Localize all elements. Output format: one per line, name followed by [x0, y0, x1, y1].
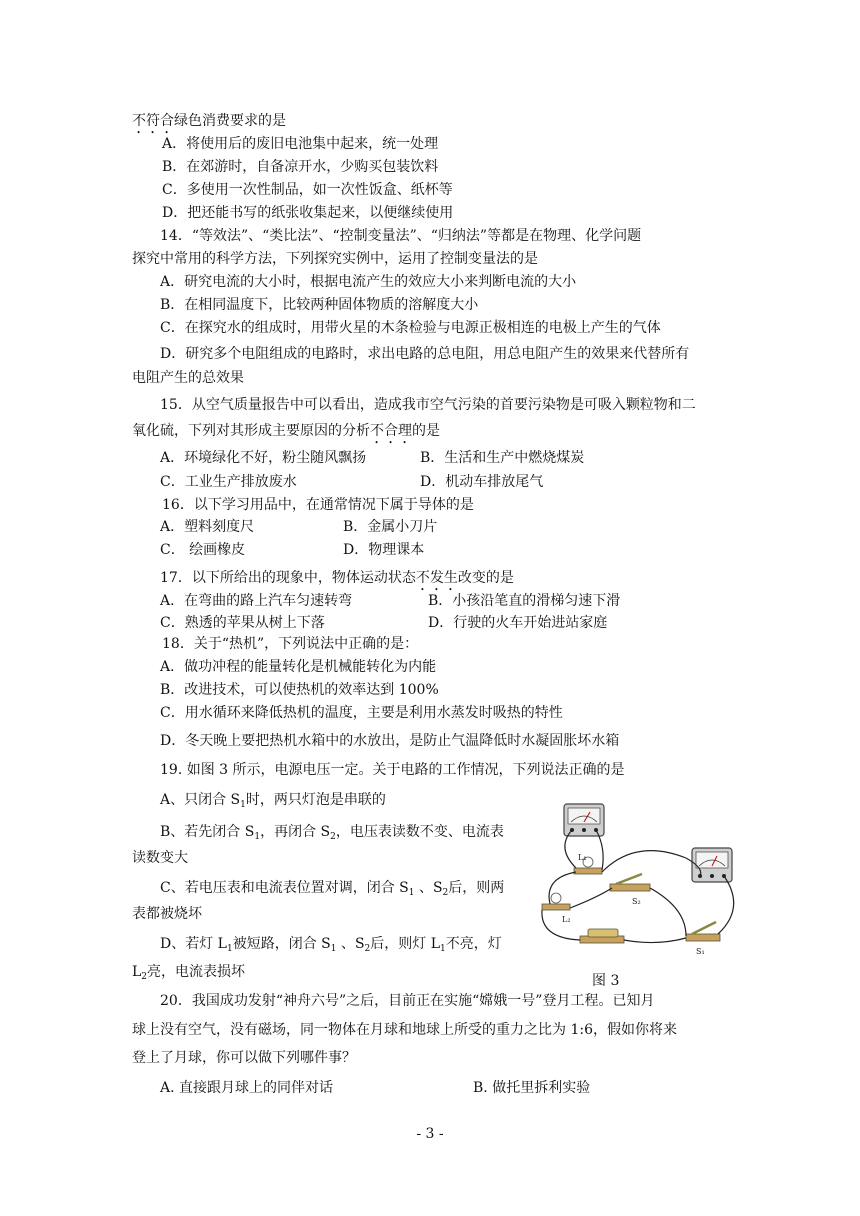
text-run: 、S	[414, 880, 443, 896]
text-run: 不亮，灯	[445, 936, 502, 952]
q14-option-b: B．在相同温度下，比较两种固体物质的溶解度大小	[160, 297, 479, 313]
page-number: - 3 -	[416, 1126, 444, 1142]
circuit-figure	[536, 798, 748, 966]
figure-caption: 图 3	[592, 973, 620, 989]
label-s1: S₁	[696, 947, 705, 956]
q19-option-d-cont	[132, 962, 245, 982]
q15-option-c: C．工业生产排放废水	[160, 474, 297, 490]
q19-stem: 19. 如图 3 所示，电源电压一定。关于电路的工作情况，下列说法正确的是	[160, 762, 625, 778]
text-run: A、只闭合 S	[160, 792, 241, 808]
q15-text-pre: 氧化硫，下列对其形成主要原因的分析	[132, 423, 370, 439]
q17-option-a: A．在弯曲的路上汽车匀速转弯	[160, 593, 353, 609]
subscript: 1	[408, 888, 415, 898]
text-run: 后，则灯 L	[370, 936, 441, 952]
q17-text-post: 改变的是	[457, 570, 514, 586]
q18-option-b: B．改进技术，可以使热机的效率达到 100%	[160, 682, 439, 698]
switch-s1-icon	[686, 922, 720, 941]
voltmeter-icon	[564, 804, 604, 836]
q18-stem: 18．关于“热机”，下列说法中正确的是：	[162, 636, 419, 652]
q14-option-d-cont: 电阻产生的总效果	[132, 370, 244, 386]
text-run: ，电压表读数不变、电流表	[335, 824, 504, 840]
label-l2: L₂	[562, 915, 571, 924]
q15-text-post: 的是	[412, 423, 440, 439]
q18-option-c: C．用水循环来降低热机的温度，主要是利用水蒸发时吸热的特性	[160, 705, 563, 721]
emphasis-text: 不合理	[370, 423, 412, 439]
text-run: 、S	[336, 936, 365, 952]
q15-option-d: D．机动车排放尾气	[420, 474, 544, 490]
q14-stem-line1: 14．“等效法”、“类比法”、“控制变量法”、“归纳法”等都是在物理、化学问题	[160, 228, 642, 244]
q13-option-a: A．将使用后的废旧电池集中起来，统一处理	[162, 136, 439, 152]
subscript: 1	[330, 944, 337, 954]
q17-option-c: C．熟透的苹果从树上下落	[160, 615, 325, 631]
subscript: 1	[240, 800, 246, 810]
q19-option-d	[160, 934, 502, 954]
q16-option-b: B．金属小刀片	[343, 519, 438, 535]
text-run: D、若灯 L	[160, 936, 227, 952]
q16-option-d: D．物理课本	[343, 542, 425, 558]
text-run: C、若电压表和电流表位置对调，闭合 S	[160, 880, 409, 896]
emphasis-text: 不符合	[132, 113, 174, 129]
text-run: L	[132, 964, 142, 980]
emphasis-text: 不发生	[415, 570, 458, 586]
q20-option-a: A. 直接跟月球上的同伴对话	[160, 1080, 334, 1096]
q14-stem-line2: 探究中常用的科学方法，下列探究实例中，运用了控制变量法的是	[132, 251, 538, 267]
subscript: 1	[440, 944, 446, 954]
q19-option-c	[160, 878, 504, 898]
q14-option-a: A．研究电流的大小时，根据电流产生的效应大小来判断电流的大小	[160, 274, 577, 290]
q16-option-a: A．塑料刻度尺	[160, 519, 255, 535]
text-run: 时，两只灯泡是串联的	[245, 792, 386, 808]
text-run: 被短路，闭合 S	[232, 936, 331, 952]
label-s2: S₂	[632, 897, 641, 906]
switch-s2-icon	[610, 874, 650, 891]
battery-icon	[580, 929, 624, 943]
q15-stem-line1: 15．从空气质量报告中可以看出，造成我市空气污染的首要污染物是可吸入颗粒物和二	[160, 397, 696, 413]
text-run: 亮，电流表损坏	[147, 964, 246, 980]
label-l1: L₁	[578, 853, 587, 862]
q18-option-d: D．冬天晚上要把热机水箱中的水放出，是防止气温降低时水凝固胀坏水箱	[160, 733, 620, 749]
q17-text-pre: 17．以下所给出的现象中，物体运动状态	[160, 570, 416, 586]
q20-option-b: B. 做托里拆利实验	[473, 1080, 591, 1096]
q13-option-b: B．在郊游时，自备凉开水，少购买包装饮料	[162, 159, 439, 175]
q17-option-b: B．小孩沿笔直的滑梯匀速下滑	[428, 593, 621, 609]
subscript: 2	[141, 972, 148, 982]
q18-option-a: A．做功冲程的能量转化是机械能转化为内能	[160, 659, 437, 675]
text-run: B、若先闭合 S	[160, 824, 255, 840]
lamp-l2-icon	[542, 893, 570, 910]
q13-option-d: D．把还能书写的纸张收集起来，以便继续使用	[162, 205, 454, 221]
text-run: ，再闭合 S	[260, 824, 331, 840]
q15-option-a: A．环境绿化不好，粉尘随风飘扬	[160, 450, 367, 466]
subscript: 2	[330, 832, 336, 842]
q13-option-c: C．多使用一次性制品，如一次性饭盒、纸杯等	[162, 182, 453, 198]
q20-stem-line3: 登上了月球，你可以做下列哪件事？	[132, 1050, 356, 1066]
q20-stem-line1: 20．我国成功发射“神舟六号”之后，目前正在实施“嫦娥一号”登月工程。已知月	[160, 993, 655, 1009]
q14-option-d: D．研究多个电阻组成的电路时，求出电路的总电阻，用总电阻产生的效果来代替所有	[160, 346, 690, 362]
subscript: 2	[364, 944, 371, 954]
q17-option-d: D．行驶的火车开始进站家庭	[428, 615, 608, 631]
q19-option-b-cont: 读数变大	[132, 850, 188, 866]
q13-stem-text: 绿色消费要求的是	[174, 113, 286, 129]
subscript: 1	[254, 832, 261, 842]
q20-stem-line2: 球上没有空气，没有磁场，同一物体在月球和地球上所受的重力之比为 1:6，假如你将来	[132, 1022, 677, 1038]
q14-option-c: C．在探究水的组成时，用带火星的木条检验与电源正极相连的电极上产生的气体	[160, 320, 661, 336]
q16-stem: 16．以下学习用品中，在通常情况下属于导体的是	[162, 497, 474, 513]
q15-option-b: B．生活和生产中燃烧煤炭	[420, 450, 585, 466]
q16-option-c: C． 绘画橡皮	[160, 542, 246, 558]
q19-option-a	[160, 790, 386, 810]
q15-stem-line2	[132, 421, 440, 447]
q19-option-b	[160, 822, 504, 842]
q19-option-c-cont: 表都被烧坏	[132, 906, 202, 922]
subscript: 2	[442, 888, 449, 898]
subscript: 1	[226, 944, 233, 954]
ammeter-icon	[692, 848, 732, 882]
text-run: 后，则两	[448, 880, 505, 896]
